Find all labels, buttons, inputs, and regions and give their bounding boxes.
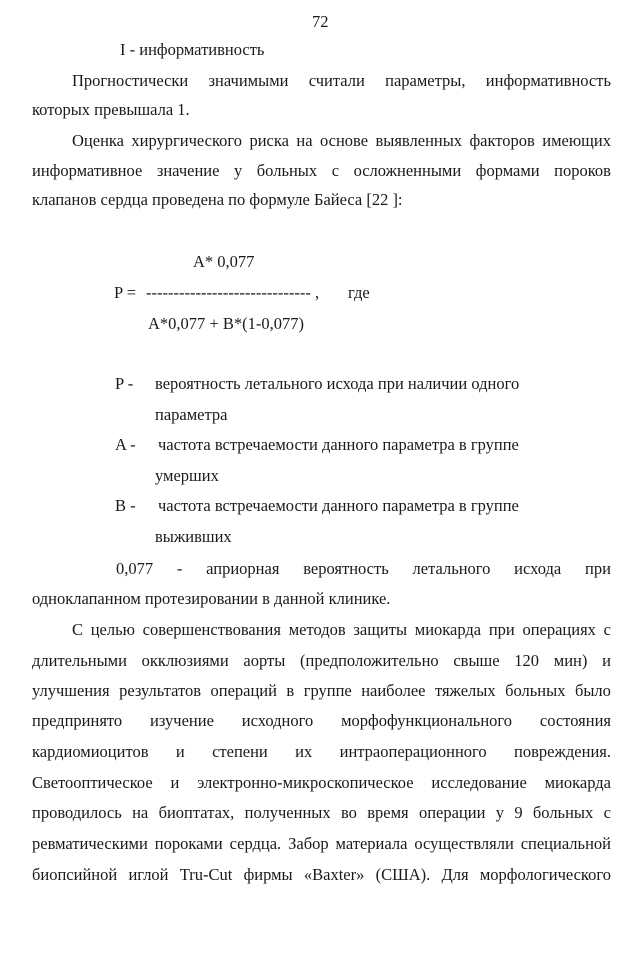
word: - [176, 559, 183, 578]
word: в [286, 681, 295, 700]
formula-fraction-bar: ------------------------------ , [146, 283, 320, 302]
definition-text: вероятность летального исхода при наличии одного [155, 374, 520, 393]
definition-text: параметра [155, 405, 228, 424]
word: операциях [522, 620, 596, 639]
word: имеющих [542, 131, 611, 150]
word: биоптатах, [158, 803, 235, 822]
word: свыше [453, 651, 500, 670]
para3-line7 [32, 803, 611, 823]
word: Оценка [72, 131, 124, 150]
word: больных [532, 803, 594, 822]
word: полученных [244, 803, 331, 822]
word: совершенствования [142, 620, 281, 639]
word: у [233, 161, 243, 180]
word: интраоперационного [339, 742, 487, 761]
word: Прогностически [72, 71, 189, 90]
para2-line1 [72, 131, 611, 151]
word: биопсийной [32, 865, 118, 884]
para2-line3: клапанов сердца проведена по формуле Байеса [22 ]: [32, 190, 403, 209]
word: наиболее [361, 681, 426, 700]
word: значимыми [208, 71, 289, 90]
para3-line8 [32, 834, 611, 854]
definition-symbol: B - [115, 496, 136, 515]
formula-where: где [348, 283, 370, 302]
word: защиты [353, 620, 408, 639]
definition-symbol: A - [115, 435, 136, 454]
word: 9 [514, 803, 523, 822]
word: пороками [154, 834, 223, 853]
para3-line2 [32, 651, 611, 671]
word: электронно-микроскопическое [197, 773, 414, 792]
para3-line6 [32, 773, 611, 793]
word: факторов [469, 131, 535, 150]
word: улучшения [32, 681, 110, 700]
word: было [574, 681, 611, 700]
word: Для [441, 865, 469, 884]
word: информативность [485, 71, 611, 90]
word: параметры, [385, 71, 466, 90]
word: априорная [206, 559, 280, 578]
word: повреждения. [514, 742, 611, 761]
para1-line1 [72, 71, 611, 91]
word: 120 [514, 651, 540, 670]
para3-line4 [32, 711, 611, 731]
word: (США). [375, 865, 431, 884]
definition-text: умерших [155, 466, 219, 485]
word: операций [210, 681, 277, 700]
definition-text: выживших [155, 527, 232, 546]
word: время [367, 803, 409, 822]
para3-line1 [72, 620, 611, 640]
word: с [603, 620, 611, 639]
word: значение [156, 161, 220, 180]
para3-line3 [32, 681, 611, 701]
word: основе [319, 131, 369, 150]
word: исхода [514, 559, 562, 578]
para2-line2 [32, 161, 611, 181]
word: Светооптическое [32, 773, 153, 792]
word: считали [308, 71, 365, 90]
word: во [340, 803, 357, 822]
word: методов [288, 620, 346, 639]
word: и [602, 651, 611, 670]
word: морфологического [479, 865, 611, 884]
formula-numerator: A* 0,077 [193, 252, 255, 271]
word: сердца. [229, 834, 282, 853]
word: с [603, 803, 611, 822]
word: проводилось [32, 803, 122, 822]
word: их [295, 742, 313, 761]
definition-text: частота встречаемости данного параметра в группе [158, 435, 519, 454]
word: и [170, 773, 180, 792]
word: результатов [119, 681, 202, 700]
word: изучение [150, 711, 214, 730]
word: состояния [539, 711, 611, 730]
word: больных [505, 681, 566, 700]
word: специальной [520, 834, 611, 853]
word: материала [335, 834, 408, 853]
definition-line: I - информативность [120, 40, 265, 59]
formula-denominator: A*0,077 + B*(1-0,077) [148, 314, 304, 333]
word: на [296, 131, 313, 150]
page-number: 72 [312, 12, 329, 31]
word: фирмы [243, 865, 293, 884]
word: информативное [32, 161, 143, 180]
para1-line2: которых превышала 1. [32, 100, 190, 119]
word: осложненными [353, 161, 462, 180]
word: пороков [554, 161, 611, 180]
word: окклюзиями [141, 651, 229, 670]
prior-line1 [116, 559, 611, 579]
para3-line9 [32, 865, 611, 885]
word: морфофункционального [341, 711, 513, 730]
word: аорты [243, 651, 286, 670]
word: у [495, 803, 504, 822]
word: целью [90, 620, 135, 639]
word: Забор [288, 834, 329, 853]
word: с [331, 161, 340, 180]
word: (предположительно [300, 651, 439, 670]
formula-lhs: P = [114, 283, 136, 302]
word: больных [256, 161, 318, 180]
para3-line5 [32, 742, 611, 762]
word: миокарда [414, 620, 482, 639]
word: риска [249, 131, 289, 150]
prior-line2: одноклапанном протезировании в данной клинике. [32, 589, 391, 608]
word: вероятность [303, 559, 389, 578]
word: «Baxter» [303, 865, 365, 884]
word: и [175, 742, 185, 761]
word: группе [303, 681, 352, 700]
word: исследование [431, 773, 527, 792]
definition-symbol: P - [115, 374, 134, 393]
word: С [72, 620, 84, 639]
word: степени [212, 742, 268, 761]
word: длительными [32, 651, 127, 670]
word: мин) [553, 651, 588, 670]
word: миокарда [544, 773, 611, 792]
word: тяжелых [434, 681, 496, 700]
definition-text: частота встречаемости данного параметра в группе [158, 496, 519, 515]
word: ревматическими [32, 834, 148, 853]
word: на [132, 803, 149, 822]
word: кардиомиоцитов [32, 742, 149, 761]
word: осуществляли [414, 834, 514, 853]
word: при [488, 620, 515, 639]
word: хирургического [131, 131, 243, 150]
word: формами [475, 161, 540, 180]
word: предпринято [32, 711, 123, 730]
word: иглой [128, 865, 169, 884]
word: выявленных [375, 131, 463, 150]
word: Tru-Cut [179, 865, 233, 884]
word: 0,077 [116, 559, 154, 578]
word: исходного [241, 711, 314, 730]
word: летального [412, 559, 491, 578]
word: при [585, 559, 611, 578]
word: операции [418, 803, 486, 822]
